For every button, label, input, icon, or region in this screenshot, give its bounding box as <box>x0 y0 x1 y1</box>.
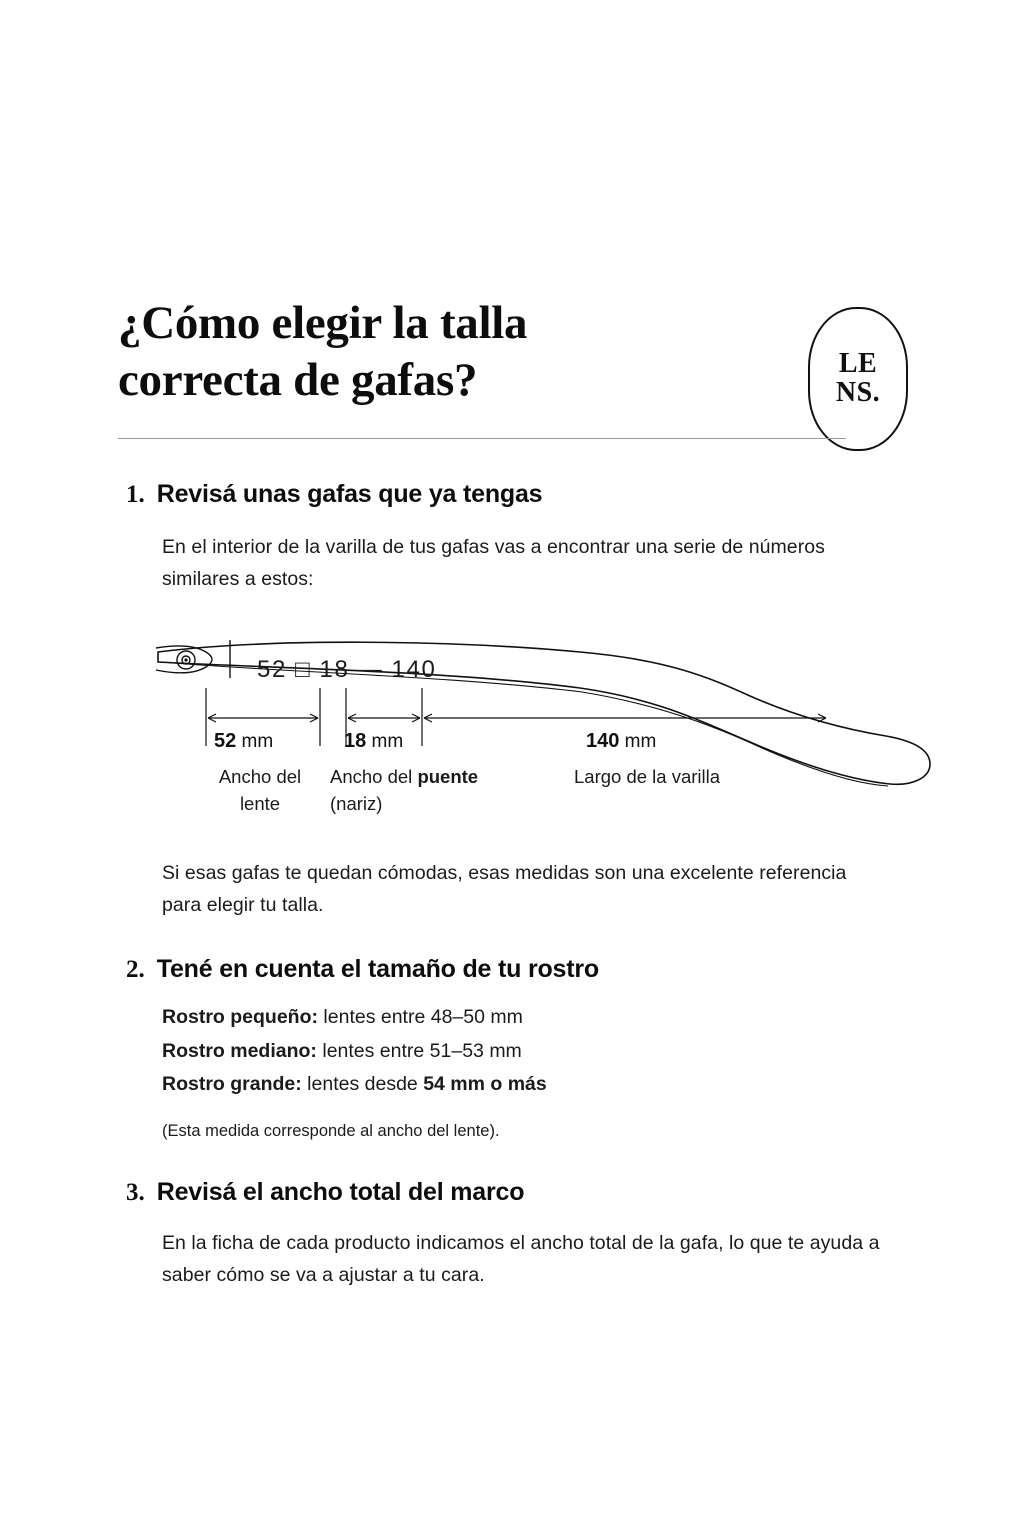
step-3-paragraph: En la ficha de cada producto indicamos el ancho total de la gafa, lo que te ayuda a saber cómo se va a ajustar a tu cara. <box>162 1232 880 1286</box>
measure-2-caption <box>330 764 570 818</box>
step-2-note: (Esta medida corresponde al ancho del lente). <box>162 1122 500 1140</box>
step-1-number: 1. <box>126 481 145 508</box>
measure-1-value <box>214 730 273 753</box>
step-2-number: 2. <box>126 956 145 983</box>
measure-1-caption <box>190 764 330 818</box>
step-1-heading <box>126 480 542 509</box>
step-1-title: Revisá unas gafas que ya tengas <box>156 480 543 508</box>
measure-2-caption-line2: (nariz) <box>330 792 383 814</box>
list-item <box>162 1036 882 1068</box>
dimension-arrows <box>208 714 826 722</box>
page-title-line2: correcta de gafas? <box>118 354 478 407</box>
measure-1-unit: mm <box>241 731 274 752</box>
step-1-paragraph: En el interior de la varilla de tus gafas vas a encontrar una serie de números similares a estos: <box>162 536 825 590</box>
page-title <box>118 295 738 410</box>
measure-3-caption-line1: Largo de la varilla <box>574 766 721 787</box>
measure-1-caption-line1: Ancho del <box>218 766 302 787</box>
hinge-screw-center <box>184 658 187 661</box>
header-divider <box>118 438 846 439</box>
step-2-heading <box>126 955 599 984</box>
face-size-1-label: Rostro pequeño: <box>162 1006 318 1028</box>
measure-2-caption-bold: puente <box>417 766 479 787</box>
header <box>118 295 908 410</box>
page-title-line1: ¿Cómo elegir la talla <box>118 297 528 349</box>
measure-3-value <box>586 730 656 753</box>
measure-2-caption-line1: Ancho del <box>330 766 413 787</box>
step-3-title: Revisá el ancho total del marco <box>156 1178 525 1206</box>
temple-arm-diagram <box>150 618 950 848</box>
measure-1-number: 52 <box>214 730 237 752</box>
face-size-3-value: lentes desde <box>301 1073 424 1096</box>
brand-logo <box>808 307 908 451</box>
face-size-list <box>162 1002 882 1103</box>
measure-3-unit: mm <box>624 731 657 752</box>
step-3-number: 3. <box>126 1179 145 1206</box>
list-item <box>162 1069 882 1101</box>
measure-3-number: 140 <box>586 730 620 752</box>
list-item <box>162 1002 882 1034</box>
face-size-2-label: Rostro mediano: <box>162 1039 317 1062</box>
measure-2-number: 18 <box>344 730 367 752</box>
step-2-title: Tené en cuenta el tamaño de tu rostro <box>156 955 599 983</box>
logo-line-1: LE <box>838 348 878 380</box>
face-size-2-value: lentes entre 51–53 mm <box>316 1039 522 1062</box>
face-size-3-label: Rostro grande: <box>162 1073 302 1096</box>
temple-engraving: 52 □ 18 — 140 <box>257 656 437 683</box>
measure-2-unit: mm <box>371 731 404 752</box>
measure-3-caption <box>574 764 874 791</box>
step-1-footer: Si esas gafas te quedan cómodas, esas medidas son una excelente referencia para elegir tu talla. <box>162 862 847 916</box>
logo-line-2: NS. <box>835 377 881 408</box>
face-size-1-value: lentes entre 48–50 mm <box>318 1006 523 1028</box>
step-3-heading <box>126 1178 524 1207</box>
face-size-3-value-bold: 54 mm o más <box>423 1073 547 1096</box>
measure-1-caption-line2: lente <box>239 792 281 814</box>
measure-2-value <box>344 730 403 753</box>
